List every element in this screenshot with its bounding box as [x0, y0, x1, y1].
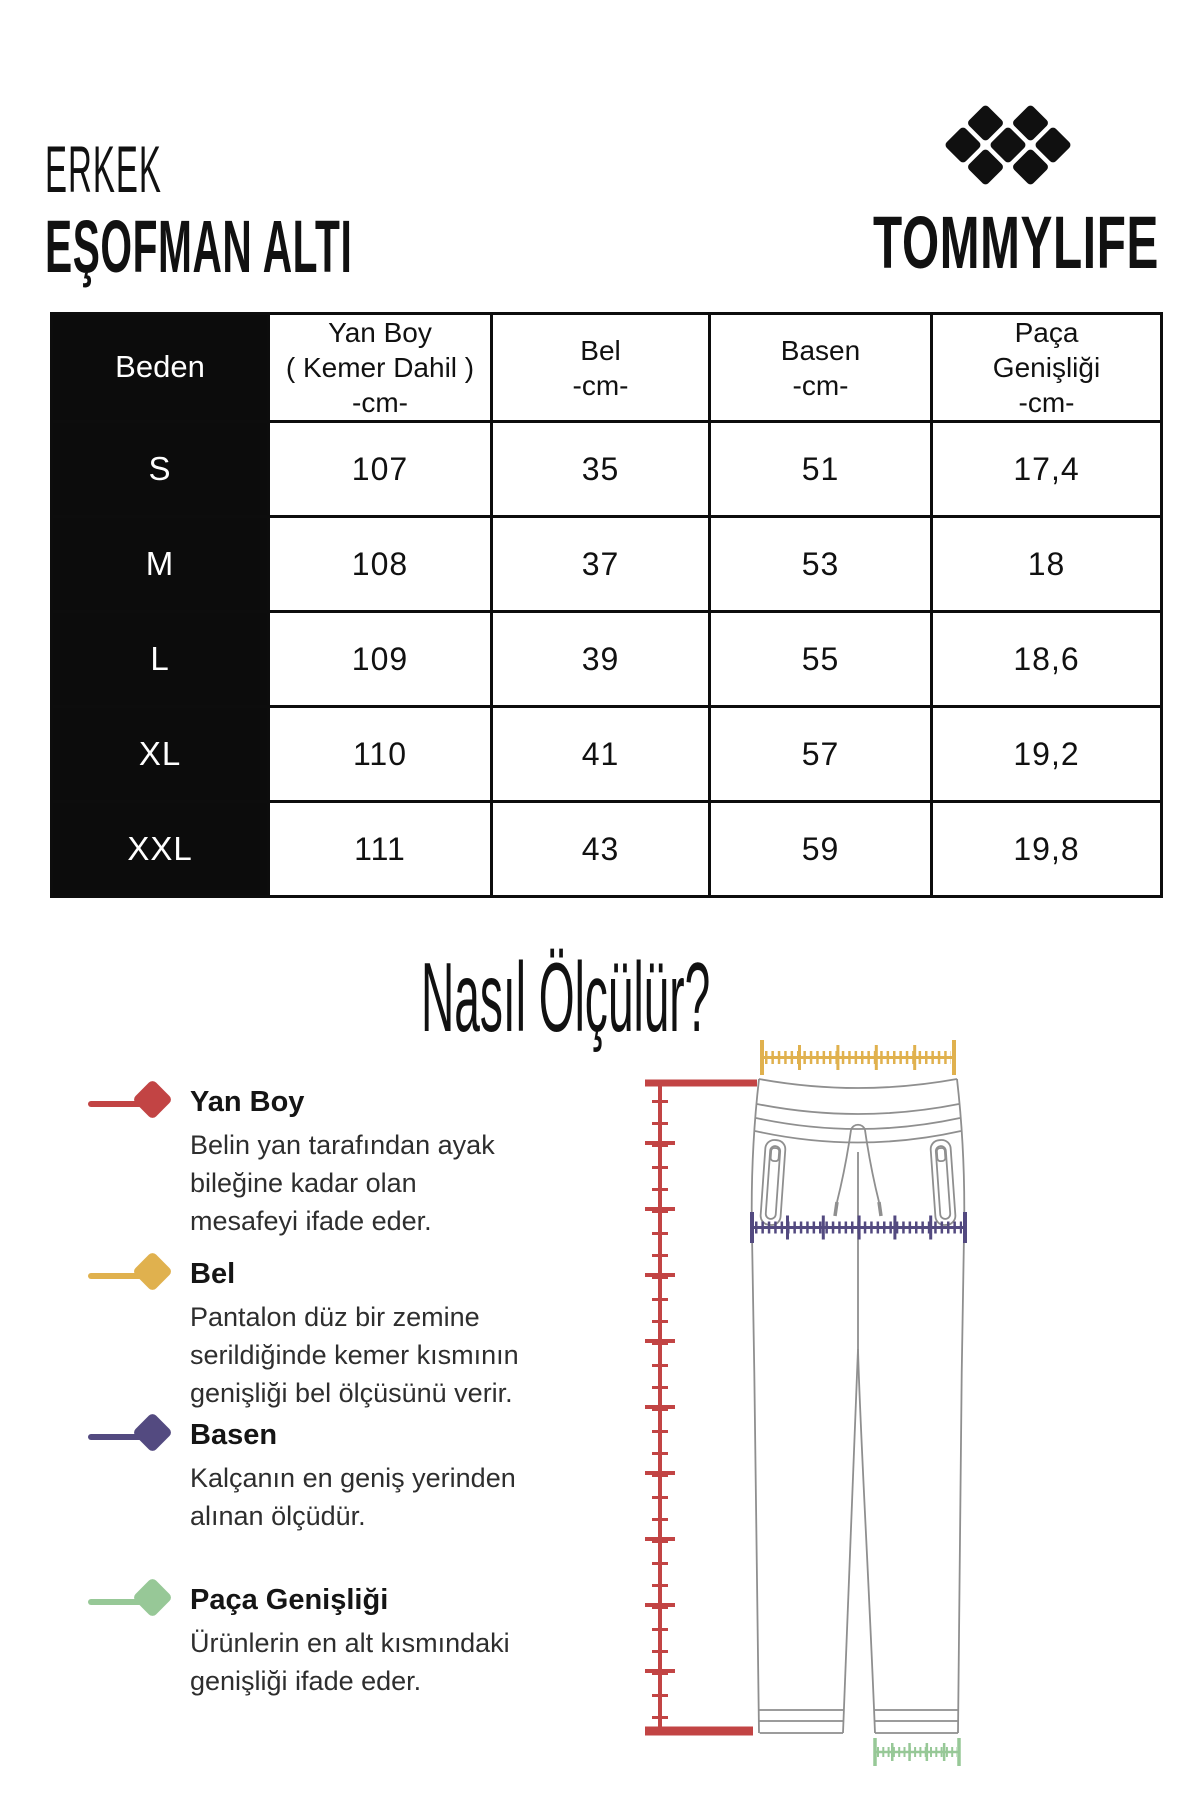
yan-boy-value: 107: [269, 422, 492, 517]
brand-name: TOMMYLIFE: [873, 201, 1159, 284]
paca-genisligi-value: 18: [932, 517, 1162, 612]
bel-value: 43: [492, 802, 710, 897]
size-row-s: [52, 422, 1162, 517]
yan-boy-value: 109: [269, 612, 492, 707]
legend-item-yan-boy: [88, 1086, 568, 1241]
size-label: XXL: [52, 802, 269, 897]
yan-boy-ruler-icon: [645, 1083, 757, 1731]
column-header-paca-genisligi: Paça Genişliği -cm-: [932, 314, 1162, 422]
pants-outline: [752, 1079, 965, 1733]
yan-boy-value: 110: [269, 707, 492, 802]
legend-description: Kalçanın en geniş yerinden alınan ölçüdür.: [190, 1463, 516, 1532]
legend-item-bel: [88, 1258, 568, 1413]
basen-value: 51: [710, 422, 932, 517]
paca-genisligi-ruler-icon: [875, 1738, 959, 1766]
column-header-beden: Beden: [52, 314, 269, 422]
size-row-l: [52, 612, 1162, 707]
yan-boy-value: 108: [269, 517, 492, 612]
paca-genisligi-value: 18,6: [932, 612, 1162, 707]
paca-genisligi-value: 19,2: [932, 707, 1162, 802]
left-zip-pocket: [760, 1139, 786, 1225]
right-zip-pocket: [930, 1139, 956, 1225]
legend-description: Ürünlerin en alt kısmındaki genişliği ifade eder.: [190, 1628, 510, 1697]
size-label: S: [52, 422, 269, 517]
legend-description: Belin yan tarafından ayak bileğine kadar olan mesafeyi ifade eder.: [190, 1130, 495, 1237]
size-table: [50, 312, 1163, 898]
column-header-basen: Basen -cm-: [710, 314, 932, 422]
yan-boy-value: 111: [269, 802, 492, 897]
basen-marker-icon: [88, 1415, 170, 1459]
bel-value: 39: [492, 612, 710, 707]
brand-logo-icon: [930, 95, 1090, 200]
bel-value: 35: [492, 422, 710, 517]
yan-boy-marker-icon: [88, 1082, 170, 1126]
size-row-m: [52, 517, 1162, 612]
legend-item-basen: [88, 1419, 568, 1535]
basen-value: 57: [710, 707, 932, 802]
bel-ruler-icon: [762, 1040, 954, 1075]
basen-value: 55: [710, 612, 932, 707]
basen-value: 59: [710, 802, 932, 897]
legend-description: Pantalon düz bir zemine serildiğinde kemer kısmının genişliği bel ölçüsünü verir.: [190, 1302, 519, 1409]
size-row-xl: [52, 707, 1162, 802]
paca-genisligi-marker-icon: [88, 1580, 170, 1624]
bel-value: 37: [492, 517, 710, 612]
size-label: L: [52, 612, 269, 707]
category-title: ERKEK: [45, 132, 162, 206]
pants-measurement-diagram: [560, 940, 1200, 1800]
column-header-bel: Bel -cm-: [492, 314, 710, 422]
legend-item-paca-genisligi: [88, 1584, 568, 1700]
paca-genisligi-value: 17,4: [932, 422, 1162, 517]
table-header-row: [52, 314, 1162, 422]
size-label: XL: [52, 707, 269, 802]
paca-genisligi-value: 19,8: [932, 802, 1162, 897]
size-row-xxl: [52, 802, 1162, 897]
legend-name: Paça Genişliği: [190, 1584, 389, 1616]
product-title: EŞOFMAN ALTI: [45, 205, 353, 288]
legend-name: Yan Boy: [190, 1086, 305, 1118]
basen-ruler-icon: [752, 1212, 965, 1243]
basen-value: 53: [710, 517, 932, 612]
bel-value: 41: [492, 707, 710, 802]
legend-name: Bel: [190, 1258, 236, 1290]
legend-name: Basen: [190, 1419, 278, 1451]
size-label: M: [52, 517, 269, 612]
bel-marker-icon: [88, 1254, 170, 1298]
how-to-measure-title: Nasıl Ölçülür?: [421, 942, 711, 1052]
column-header-yan-boy: Yan Boy ( Kemer Dahil ) -cm-: [269, 314, 492, 422]
